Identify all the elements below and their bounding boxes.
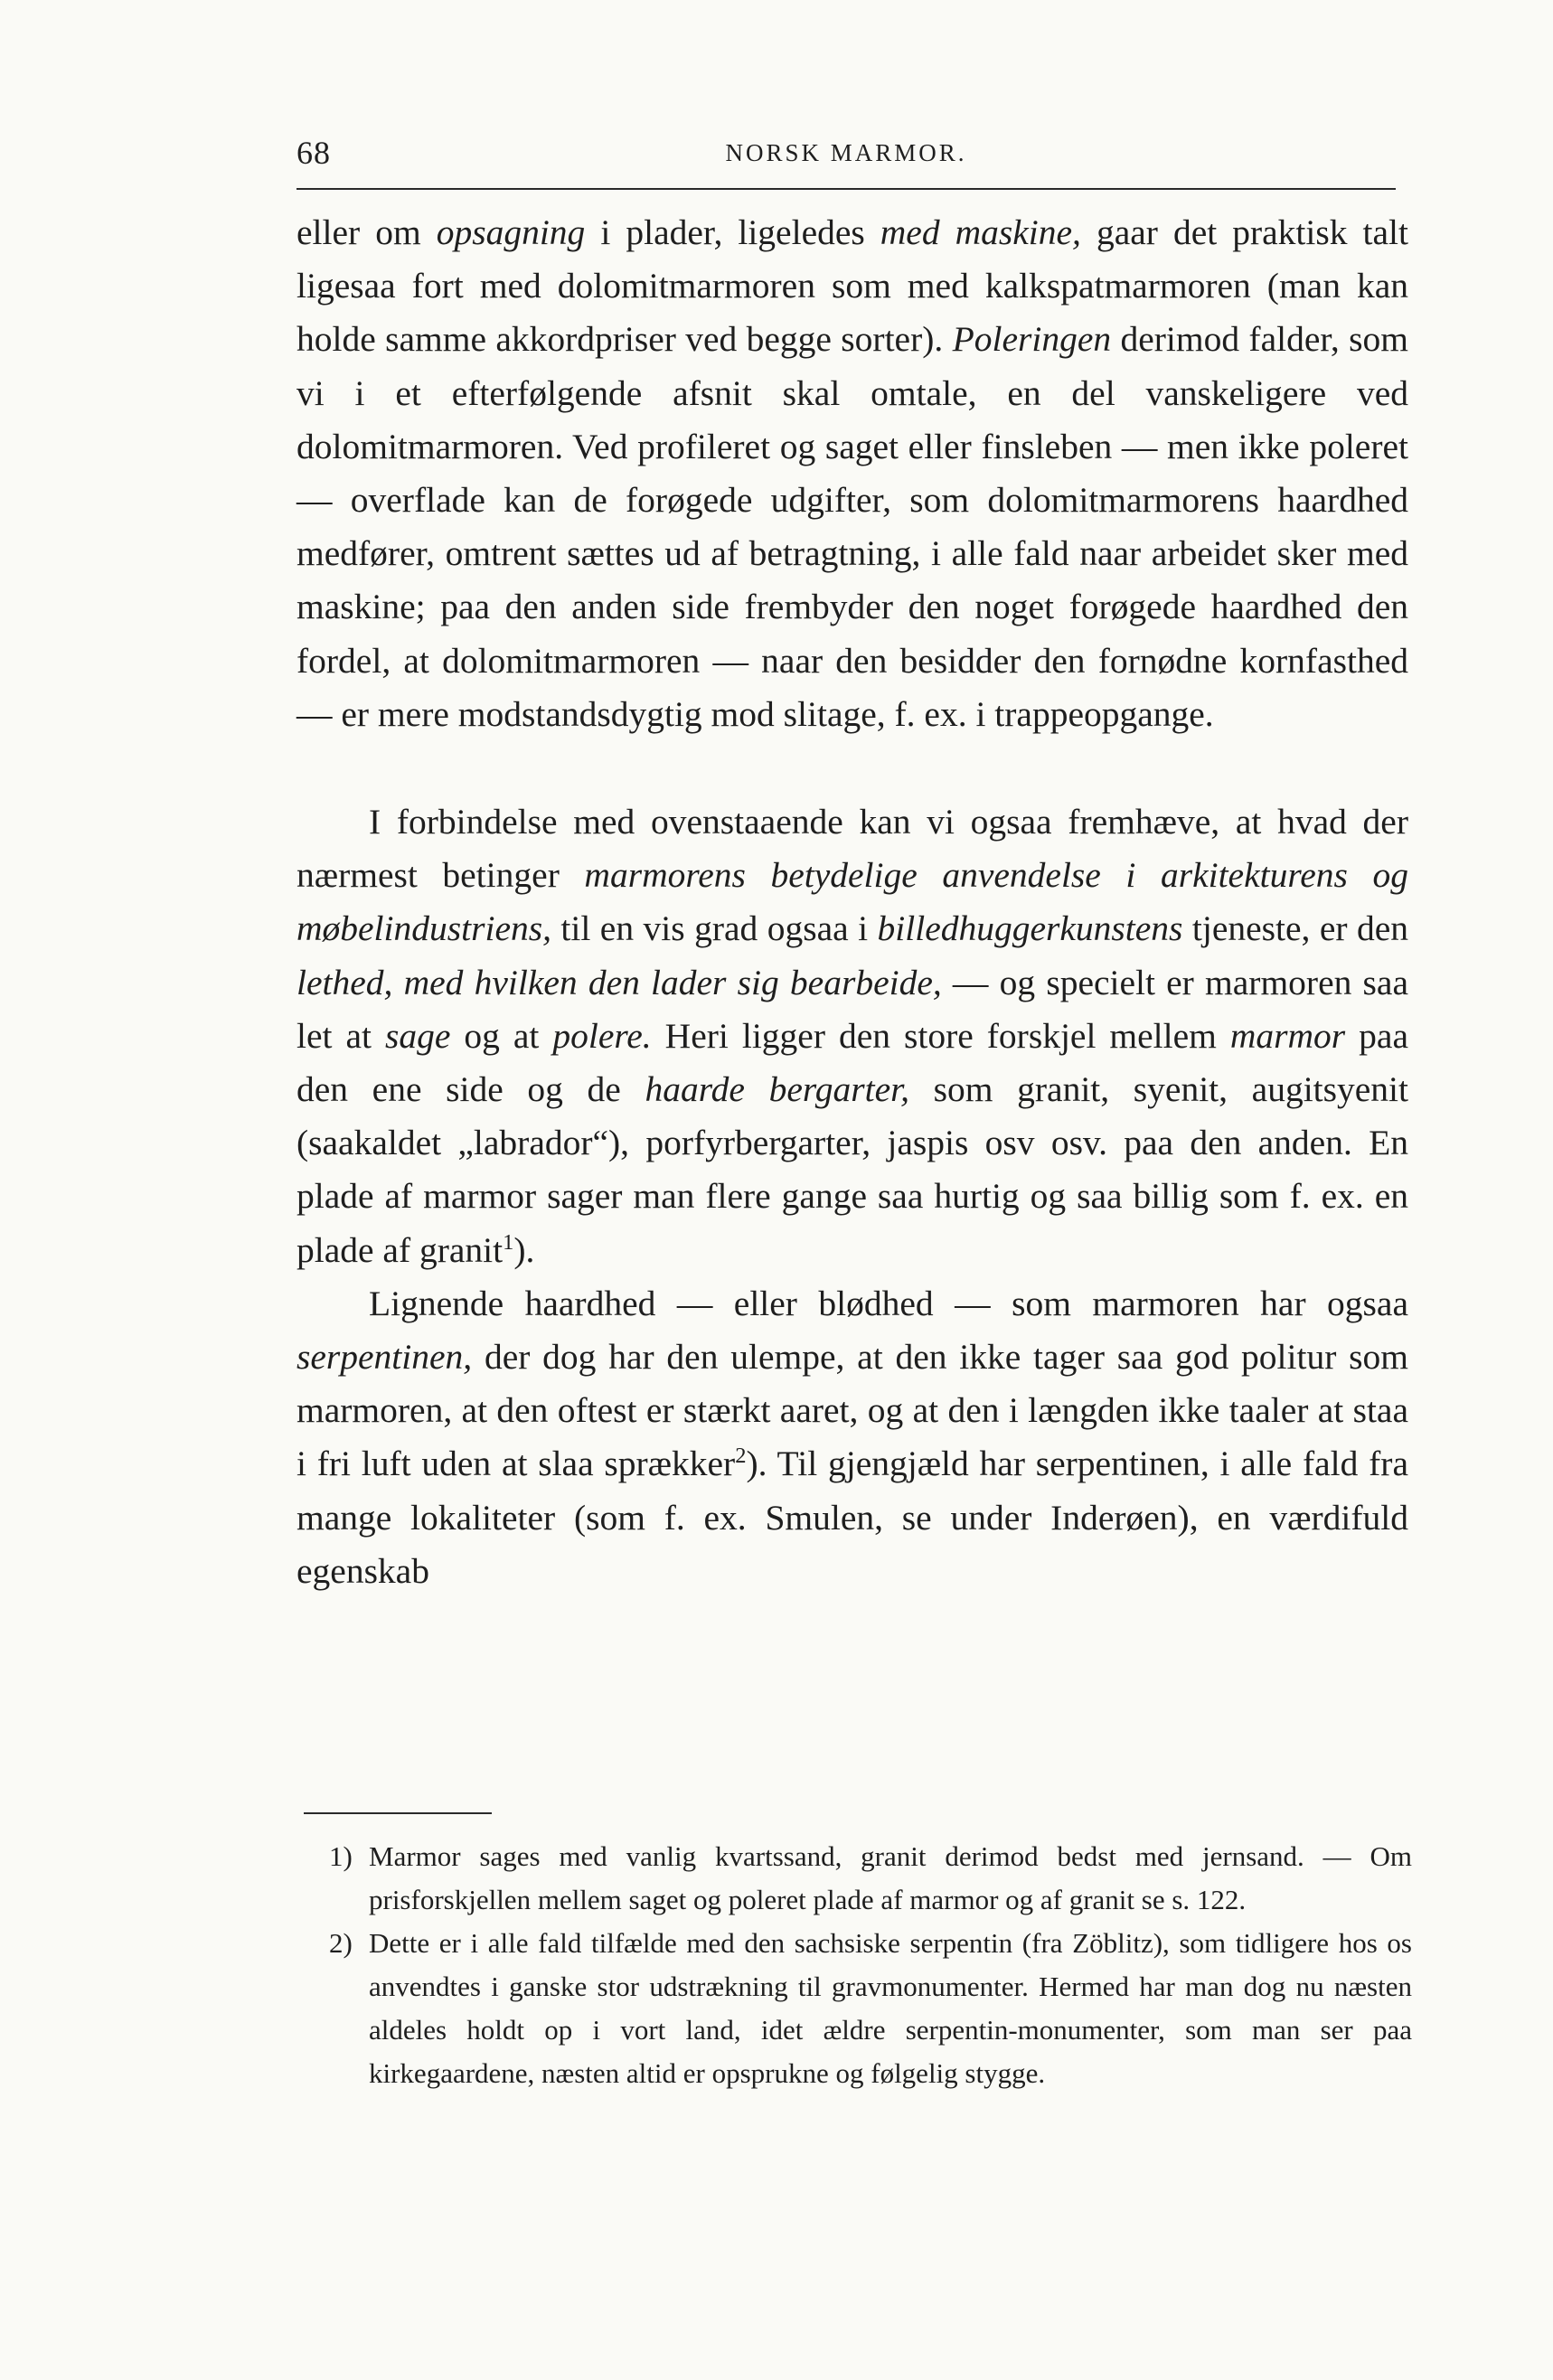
italic-run: sage	[384, 1015, 451, 1056]
text-run: I forbindelse med ovenstaaende kan vi ogsaa fremhæve, at hvad der nærmest betinger	[296, 802, 1408, 896]
text-run: derimod falder, som vi i et efterfølgende afsnit skal omtale, en del vanskeligere ved dolomitmarmoren. Ved profileret og saget eller finsleben — men ikke poleret — overflade kan de forøgede udgifter, som dolomitmarmorens haardhed medfører, omtrent sættes ud af betragtning, i alle fald naar arbeidet sker med maskine; paa den anden side frembyder den noget forøgede haardhed den fordel, at dolomitmarmoren — naar den besidder den fornødne kornfasthed — er mere modstandsdygtig mod slitage, f. ex. i trappeopgange.	[296, 319, 1408, 734]
italic-run: billedhuggerkunstens	[877, 908, 1183, 949]
text-run: ).	[513, 1229, 535, 1270]
text-run: Lignende haardhed — eller blødhed — som marmoren har ogsaa	[369, 1283, 1408, 1323]
text-run: og at	[450, 1015, 553, 1056]
italic-run: marmor	[1229, 1015, 1346, 1056]
italic-run: opsagning	[436, 212, 586, 252]
body-text	[296, 206, 1408, 1598]
italic-run: haarde bergarter,	[645, 1069, 910, 1110]
running-head: NORSK MARMOR.	[725, 139, 967, 166]
italic-run: lethed, med hvilken den lader sig bearbeide,	[296, 962, 942, 1002]
footnote-2	[307, 1922, 1412, 2095]
footnote-text: Marmor sages med vanlig kvartssand, granit derimod bedst med jernsand. — Om prisforskjellen mellem saget og poleret plade af marmor og af granit se s. 122.	[369, 1840, 1412, 1915]
footnote-ref-1: 1	[503, 1229, 514, 1255]
text-run: paa den ene side og de	[296, 1015, 1408, 1110]
footnote-mark: 1)	[329, 1840, 353, 1872]
text-run: i plader, ligeledes	[585, 212, 880, 252]
footnote-mark: 2)	[329, 1927, 353, 1959]
footnote-1	[307, 1835, 1412, 1922]
text-run: der dog har den ulempe, at den ikke tager saa god politur som marmoren, at den oftest er stærkt aaret, og at den i længden ikke taaler at staa i fri luft uden at slaa sprækker	[296, 1337, 1408, 1484]
footnotes	[307, 1835, 1412, 2095]
text-run: Heri ligger den store forskjel mellem	[651, 1015, 1230, 1056]
text-run: — og specielt er marmoren saa let at	[296, 962, 1408, 1056]
text-run: gaar det praktisk talt ligesaa fort med dolomitmarmoren som med kalkspatmarmoren (man kan holde samme akkordpriser ved begge sorter).	[296, 212, 1408, 360]
text-run: eller om	[296, 212, 437, 252]
paragraph-1	[296, 206, 1408, 741]
text-run: tjeneste, er den	[1182, 908, 1408, 949]
text-run: til en vis grad ogsaa i	[551, 908, 878, 949]
italic-run: polere.	[552, 1015, 652, 1056]
italic-run: serpentinen,	[296, 1337, 473, 1378]
paragraph-2	[296, 795, 1408, 1277]
page-number: 68	[296, 135, 331, 171]
italic-run: marmorens betydelige anvendelse i arkitekturens og møbelindustriens,	[296, 855, 1408, 949]
italic-run: med maskine,	[880, 212, 1081, 252]
italic-run: Poleringen	[952, 319, 1112, 360]
footnote-ref-2: 2	[735, 1444, 747, 1469]
header-rule	[296, 188, 1396, 190]
footnote-rule	[304, 1812, 492, 1814]
text-run: som granit, syenit, augitsyenit (saakaldet „labrador“), porfyrbergarter, jaspis osv osv. paa den anden. En plade af marmor sager man flere gange saa hurtig og saa billig som f. ex. en plade af granit	[296, 1069, 1409, 1270]
paragraph-3	[296, 1277, 1408, 1598]
page-header	[296, 134, 1396, 179]
footnote-text: Dette er i alle fald tilfælde med den sachsiske serpentin (fra Zöblitz), som tidligere hos os anvendtes i ganske stor udstrækning til gravmonumenter. Hermed har man dog nu næsten aldeles holdt op i vort land, idet ældre serpentin-monumenter, som man ser paa kirkegaardene, næsten altid er opsprukne og følgelig stygge.	[369, 1927, 1412, 2089]
text-run: ). Til gjengjæld har serpentinen, i alle fald fra mange lokaliteter (som f. ex. Smulen, se under Inderøen), en værdifuld egenskab	[296, 1444, 1408, 1591]
